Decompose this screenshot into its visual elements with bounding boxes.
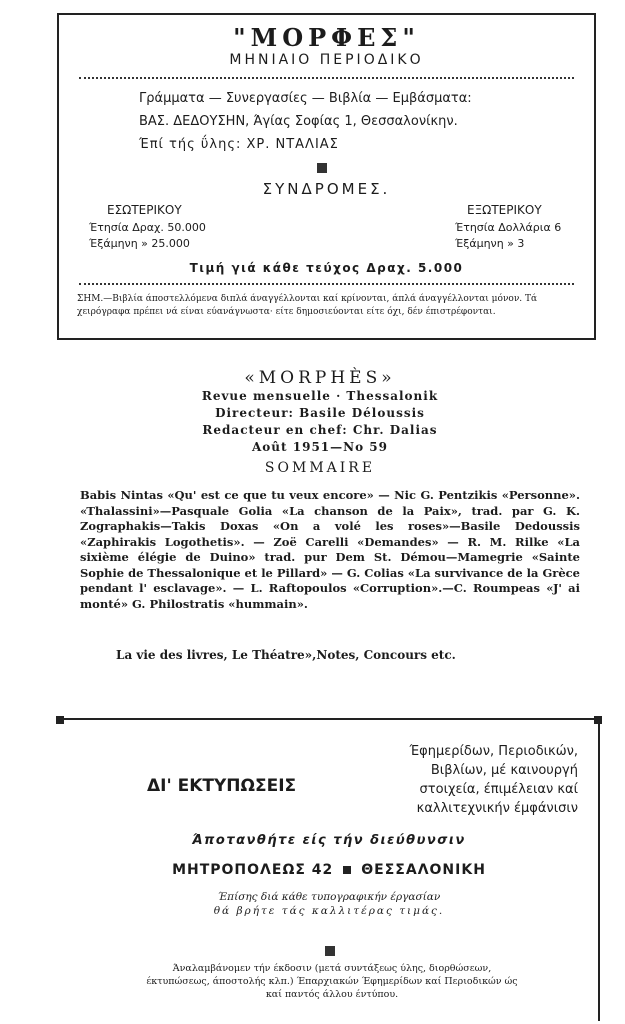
correspondence-line: Γράμματα — Συνεργασίες — Βιβλία — Εμβάσματα: xyxy=(139,91,472,106)
french-masthead xyxy=(70,368,570,478)
address-line: ΒΑΣ. ΔΕΔΟΥΣΗΝ, Άγίας Σοφίας 1, Θεσσαλονίκην. xyxy=(139,114,458,129)
domestic-annual: Έτησία Δραχ. 50.000 xyxy=(89,221,206,234)
ornament-icon xyxy=(325,946,335,956)
note-text: ΣΗΜ.—Βιβλία άποστελλόμενα διπλά άναγγέλλονται καί κρίνονται, άπλά άναγγέλλονται μόνον. Τά χειρόγραφα πρέπει νά είναι εύανάγνωστα· είτε δημοσιεύονται είτε όχι, δέν έπιστρέφονται. xyxy=(77,294,538,317)
corner-mark-icon xyxy=(594,716,602,724)
french-line-3: Redacteur en chef: Chr. Dalias xyxy=(202,423,438,437)
divider xyxy=(79,283,574,285)
foreign-column xyxy=(455,203,561,250)
editor-line: Έπί τής ΰλης: ΧΡ. ΝΤΑΛΙΑΣ xyxy=(139,137,339,152)
foreign-annual: Έτησία Δολλάρια 6 xyxy=(455,221,562,234)
subscriptions-heading: ΣΥΝΔΡΟΜΕΣ. xyxy=(262,180,391,198)
services-list xyxy=(300,742,578,818)
service-line: Έφημερίδων, Περιοδικών, xyxy=(409,744,578,759)
contact-prompt: Άποτανθήτε είς τήν διεύθυνσιν xyxy=(192,833,466,848)
also-text xyxy=(60,890,598,918)
toc-end: La vie des livres, Le Théatre»,Notes, Concours etc. xyxy=(116,648,456,662)
foreign-heading: ΕΞΩΤΕΡΙΚΟΥ xyxy=(467,203,542,217)
magazine-subtitle: ΜΗΝΙΑΙΟ ΠΕΡΙΟΔΙΚΟ xyxy=(229,52,424,68)
city: ΘΕΣΣΑΛΟΝΙΚΗ xyxy=(361,862,486,878)
square-separator-icon xyxy=(343,866,351,874)
service-line: στοιχεία, έπιμέλειαν καί xyxy=(419,782,578,797)
also-line: θά βρήτε τάς καλλιτέρας τιμάς. xyxy=(213,905,445,917)
printing-heading: ΔΙ' ΕΚΤΥΠΩΣΕΙΣ xyxy=(147,776,297,796)
domestic-column xyxy=(89,203,206,250)
sommaire-heading: SOMMAIRE xyxy=(264,460,376,476)
table-of-contents: Babis Nintas «Qu' est ce que tu veux encore» — Nic G. Pentzikis «Personne». «Thalassini»—Pasquale Golia «La chanson de la Paix», trad. par G. K. Zographakis—Takis Doxas «On a volé les roses»—Basile Dedoussis «Zaphirakis Logothetis». — Zoë Carelli «Demandes» — R. M. Rilke «La sixième élégie de Duino» trad. pur Dem St. Démou—Mamegrie «Sainte Sophie de Thessalonique et le Pillard» — G. Colias «La survivance de la Grèce pendant l' esclavage». — L. Raftopoulos «Corruption».—C. Roumpeas «J' ai monté» G. Philostratis «hummain». xyxy=(80,488,580,611)
service-line: καλλιτεχνικήν έμφάνισιν xyxy=(416,801,578,816)
subscription-box xyxy=(57,13,596,340)
french-title: «MORPHÈS» xyxy=(244,368,396,388)
ornament-icon xyxy=(317,163,327,173)
print-address xyxy=(60,862,598,878)
printing-ad-box xyxy=(60,718,600,1021)
french-line-2: Directeur: Basile Déloussis xyxy=(215,406,425,420)
publishing-note: Άναλαμβάνομεν τήν έκδοσιν (μετά συντάξεως ύλης, διορθώσεων, έκτυπώσεως, άποστολής κλπ.) Έπαρχιακών Έφημερίδων καί Περιοδικών ώς καί παντός άλλου έντύπου. xyxy=(146,963,518,1000)
foreign-half: Έξάμηνη » 3 xyxy=(455,237,525,250)
french-line-4: Août 1951—No 59 xyxy=(251,440,388,454)
domestic-half: Έξάμηνη » 25.000 xyxy=(89,237,190,250)
service-line: Βιβλίων, μέ καινουργή xyxy=(430,763,578,778)
divider xyxy=(79,77,574,79)
magazine-title: "ΜΟΡΦΕΣ" xyxy=(233,23,420,52)
domestic-heading: ΕΣΩΤΕΡΙΚΟΥ xyxy=(107,203,182,217)
street: ΜΗΤΡΟΠΟΛΕΩΣ 42 xyxy=(172,862,334,878)
french-line-1: Revue mensuelle · Thessalonik xyxy=(201,389,439,403)
also-line: Έπίσης διά κάθε τυπογραφικήν έργασίαν xyxy=(217,891,441,903)
issue-price: Τιμή γιά κάθε τεύχος Δραχ. 5.000 xyxy=(189,261,464,275)
corner-mark-icon xyxy=(56,716,64,724)
